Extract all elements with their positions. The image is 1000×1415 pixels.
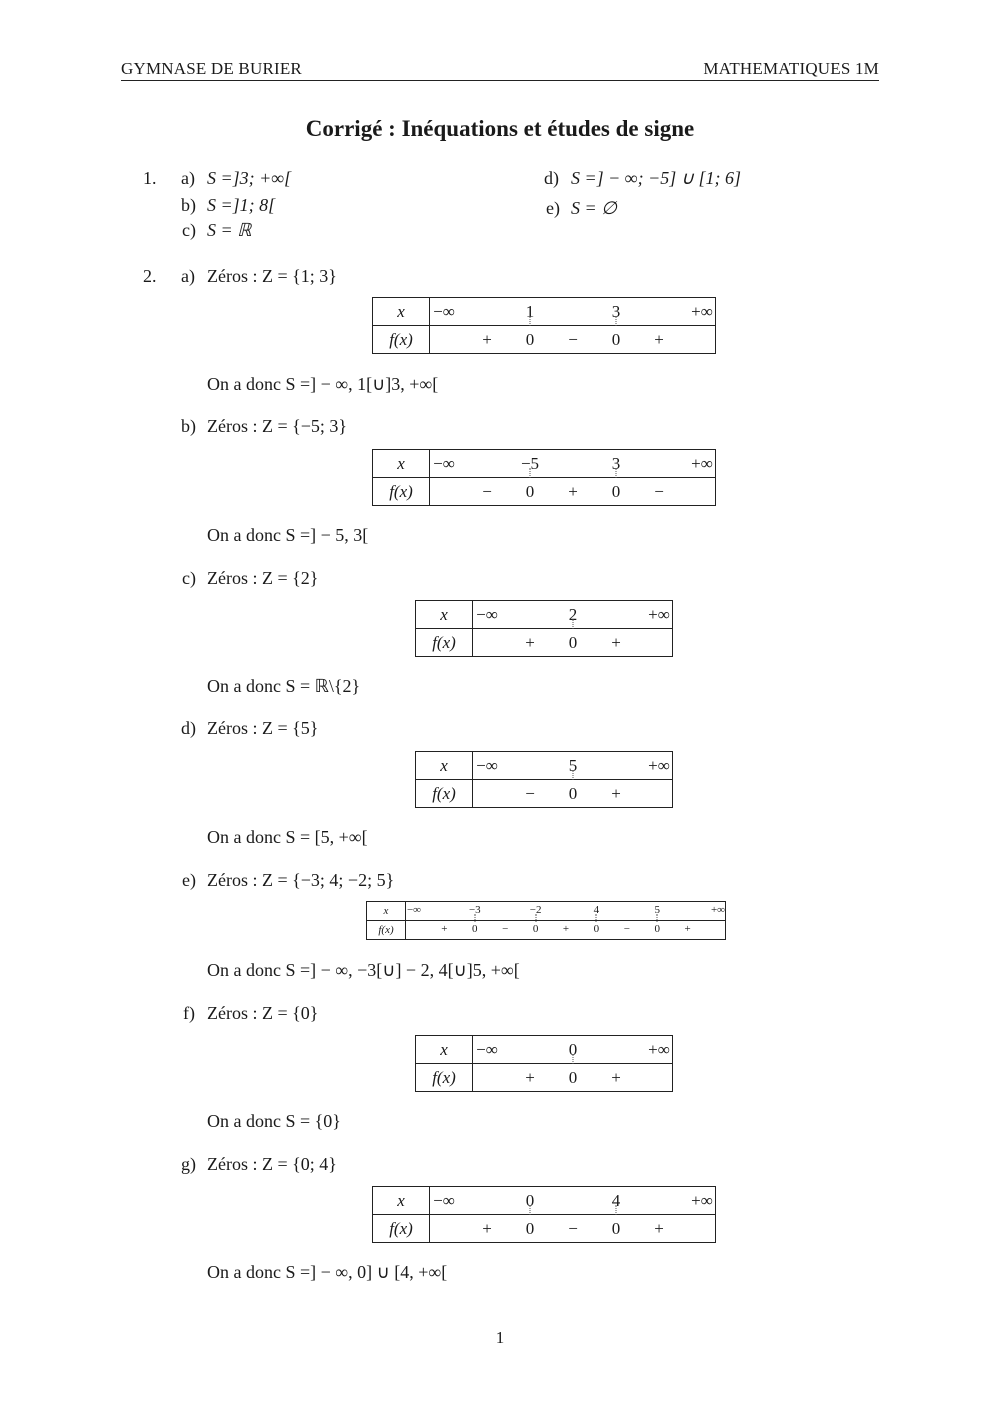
ex1-b-label: b) (181, 195, 196, 215)
sign-table-x-label: x (416, 601, 473, 629)
sign-table-x-value: 4 (611, 1191, 621, 1210)
sign-table-sign: + (525, 1068, 535, 1087)
ex2-b-label: b) (181, 416, 196, 436)
sign-table-sign: + (562, 923, 570, 935)
sign-table-x-value: 0 (525, 1191, 535, 1210)
zero-guide-line (616, 1205, 617, 1215)
sign-table (372, 297, 716, 354)
sign-table-x-value: 3 (611, 302, 621, 321)
sign-table-x-value: −∞ (476, 756, 498, 775)
sign-table-sign: + (441, 923, 448, 935)
zero-guide-line (616, 316, 617, 326)
sign-table-f-label: f(x) (373, 326, 430, 354)
sign-table-sign: + (654, 330, 664, 349)
ex1-d-answer: S =] − ∞; −5] ∪ [1; 6] (571, 168, 741, 188)
sign-table-f-label: f(x) (416, 1064, 473, 1092)
sign-table-zero: 0 (525, 330, 535, 349)
sign-table-sign: + (611, 633, 621, 652)
sign-table-x-value: −2 (529, 904, 542, 916)
sign-table-zero: 0 (532, 923, 539, 935)
ex2-d-zeros: Zéros : Z = {5} (207, 718, 319, 738)
sign-table-x-value: +∞ (691, 302, 713, 321)
sign-table-x-value: 5 (654, 904, 660, 916)
ex2-a-conclusion: On a donc S =] − ∞, 1[∪]3, +∞[ (207, 374, 439, 394)
zero-guide-line (616, 468, 617, 478)
sign-table-sign: − (654, 482, 664, 501)
sign-table-sign: − (623, 923, 630, 935)
ex2-g-zeros: Zéros : Z = {0; 4} (207, 1154, 337, 1174)
sign-table-sign: + (611, 784, 621, 803)
sign-table-x-label: x (373, 1187, 430, 1215)
zero-guide-line (530, 316, 531, 326)
ex1-a-answer: S =]3; +∞[ (207, 168, 292, 188)
page-number: 1 (495, 1328, 505, 1347)
sign-table (366, 901, 726, 940)
exercise-2-number: 2. (143, 266, 157, 286)
ex2-d-label: d) (181, 718, 196, 738)
sign-table-sign: + (611, 1068, 621, 1087)
ex2-a-zeros: Zéros : Z = {1; 3} (207, 266, 337, 286)
sign-table-sign: + (525, 633, 535, 652)
sign-table-x-value: −∞ (406, 904, 422, 916)
ex2-e-conclusion: On a donc S =] − ∞, −3[∪] − 2, 4[∪]5, +∞[ (207, 960, 520, 980)
sign-table-zero: 0 (611, 1219, 621, 1238)
sign-table-f-label: f(x) (416, 629, 473, 657)
sign-table-sign: + (684, 923, 691, 935)
sign-table-sign: + (482, 1219, 492, 1238)
sign-table (415, 751, 673, 808)
sign-table-sign: − (568, 330, 578, 349)
ex2-e-label: e) (182, 870, 196, 890)
sign-table-zero: 0 (472, 923, 478, 935)
exercise-1-number: 1. (143, 168, 157, 188)
sign-table-sign: + (568, 482, 578, 501)
sign-table-x-value: −∞ (433, 1191, 455, 1210)
zero-guide-line (573, 770, 574, 780)
sign-table-f-label: f(x) (373, 1215, 430, 1243)
sign-table-x-value: +∞ (691, 1191, 713, 1210)
sign-table-x-value: 4 (593, 904, 600, 916)
ex2-a-label: a) (181, 266, 195, 286)
sign-table-zero: 0 (593, 923, 600, 935)
zero-guide-line (530, 1205, 531, 1215)
sign-table-zero: 0 (568, 1068, 578, 1087)
sign-table-sign: + (654, 1219, 664, 1238)
ex2-g-label: g) (181, 1154, 196, 1174)
sign-table-x-label: x (416, 1036, 473, 1064)
sign-table-zero: 0 (611, 330, 621, 349)
sign-table-zero: 0 (568, 784, 578, 803)
ex2-b-conclusion: On a donc S =] − 5, 3[ (207, 525, 369, 545)
page-header (121, 58, 879, 81)
sign-table-x-value: 5 (568, 756, 578, 775)
sign-table-x-value: +∞ (710, 904, 726, 916)
sign-table-x-value: +∞ (648, 1040, 670, 1059)
ex2-f-conclusion: On a donc S = {0} (207, 1111, 341, 1131)
ex2-f-zeros: Zéros : Z = {0} (207, 1003, 319, 1023)
sign-table-x-value: −5 (520, 454, 540, 473)
sign-table-zero: 0 (654, 923, 660, 935)
ex1-c-answer: S = ℝ (207, 220, 252, 240)
sign-table-sign: − (525, 784, 535, 803)
ex1-e-label: e) (546, 198, 560, 218)
sign-table-x-value: −∞ (476, 1040, 498, 1059)
ex1-c-label: c) (182, 220, 196, 240)
sign-table-zero: 0 (568, 633, 578, 652)
sign-table (415, 600, 673, 657)
sign-table (415, 1035, 673, 1092)
ex2-c-zeros: Zéros : Z = {2} (207, 568, 319, 588)
sign-table-x-value: 1 (525, 302, 535, 321)
sign-table-f-label: f(x) (416, 780, 473, 808)
ex1-e-answer: S = ∅ (571, 198, 617, 218)
header-subject: MATHEMATIQUES 1M (703, 59, 879, 78)
ex2-f-label: f) (183, 1003, 195, 1023)
zero-guide-line (573, 1054, 574, 1064)
sign-table-x-value: 3 (611, 454, 621, 473)
sign-table-x-value: +∞ (648, 756, 670, 775)
ex1-a-label: a) (181, 168, 195, 188)
sign-table-x-value: +∞ (648, 605, 670, 624)
ex2-d-conclusion: On a donc S = [5, +∞[ (207, 827, 368, 847)
sign-table-sign: − (502, 923, 509, 935)
ex1-d-label: d) (544, 168, 559, 188)
sign-table (372, 449, 716, 506)
ex2-c-conclusion: On a donc S = ℝ\{2} (207, 676, 361, 696)
sign-table-x-label: x (416, 752, 473, 780)
sign-table-x-value: 2 (568, 605, 578, 624)
sign-table-x-value: +∞ (691, 454, 713, 473)
page-title: Corrigé : Inéquations et études de signe (305, 116, 695, 141)
sign-table-sign: − (568, 1219, 578, 1238)
sign-table-f-label: f(x) (367, 921, 406, 940)
header-school: GYMNASE DE BURIER (121, 59, 302, 78)
sign-table-x-value: 0 (568, 1040, 578, 1059)
sign-table-f-label: f(x) (373, 478, 430, 506)
sign-table-x-value: −3 (468, 904, 481, 916)
sign-table-x-value: −∞ (433, 302, 455, 321)
sign-table-x-label: x (373, 450, 430, 478)
sign-table-zero: 0 (525, 482, 535, 501)
ex2-g-conclusion: On a donc S =] − ∞, 0] ∪ [4, +∞[ (207, 1262, 448, 1282)
ex2-c-label: c) (182, 568, 196, 588)
sign-table (372, 1186, 716, 1243)
ex2-b-zeros: Zéros : Z = {−5; 3} (207, 416, 348, 436)
sign-table-zero: 0 (525, 1219, 535, 1238)
sign-table-x-value: −∞ (476, 605, 498, 624)
zero-guide-line (530, 468, 531, 478)
sign-table-sign: + (482, 330, 492, 349)
sign-table-x-label: x (367, 902, 406, 921)
zero-guide-line (573, 619, 574, 629)
sign-table-x-label: x (373, 298, 430, 326)
sign-table-sign: − (482, 482, 492, 501)
ex2-e-zeros: Zéros : Z = {−3; 4; −2; 5} (207, 870, 395, 890)
sign-table-x-value: −∞ (433, 454, 455, 473)
sign-table-zero: 0 (611, 482, 621, 501)
ex1-b-answer: S =]1; 8[ (207, 195, 276, 215)
